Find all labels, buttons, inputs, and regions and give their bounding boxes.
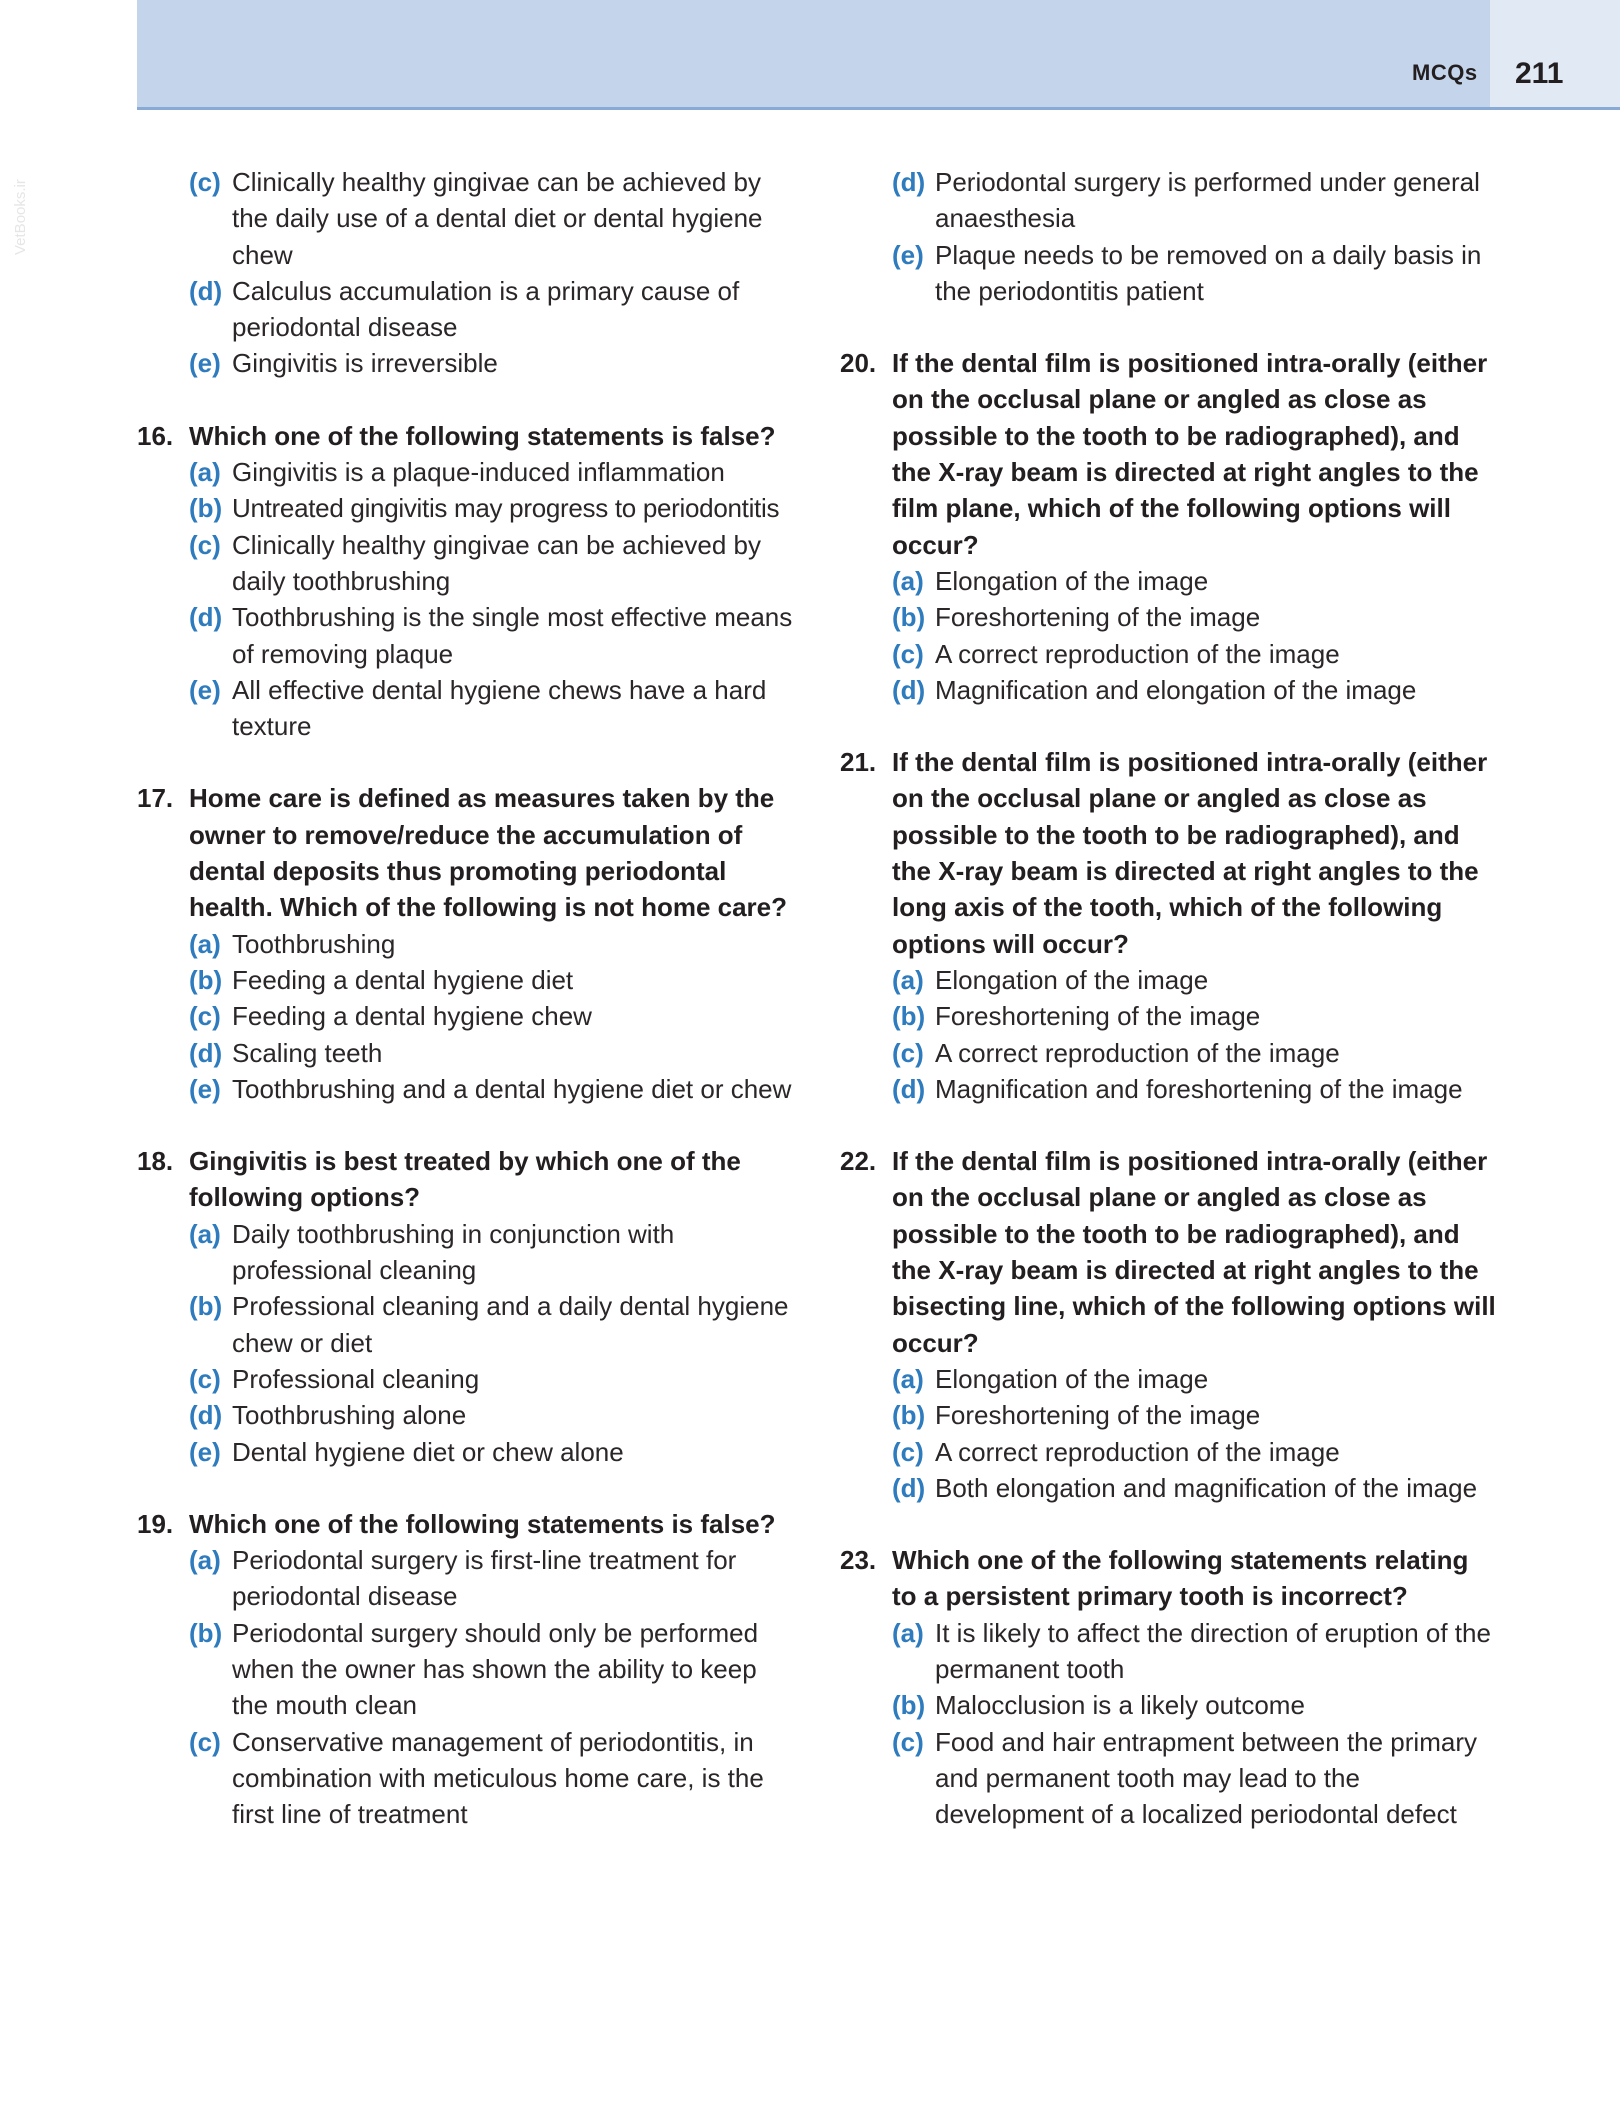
question-text: If the dental film is positioned intra-orally (either on the occlusal plane or angled as close as possible to the tooth to be radiographed), and the X-ray beam is directed at right angles to the bisecting line, which of the following options will occur? xyxy=(892,1146,1496,1358)
question-number: 21. xyxy=(840,747,877,778)
question-18 xyxy=(137,1143,797,1470)
option xyxy=(892,1434,1500,1470)
option xyxy=(189,1216,797,1289)
option-text: Both elongation and magnification of the image xyxy=(935,1472,1478,1503)
option-letter: (c) xyxy=(892,1436,924,1467)
option xyxy=(189,1542,797,1615)
page-number: 211 xyxy=(1515,57,1564,90)
option-letter: (d) xyxy=(892,674,926,705)
option-letter: (c) xyxy=(189,167,221,197)
option-text: Periodontal surgery is performed under general anaesthesia xyxy=(935,167,1480,234)
option-text: Periodontal surgery is first-line treatment for periodontal disease xyxy=(232,1545,737,1612)
option-letter: (c) xyxy=(892,1037,924,1068)
option xyxy=(892,1687,1500,1723)
option-text: Elongation of the image xyxy=(935,964,1209,995)
option-text: Feeding a dental hygiene chew xyxy=(232,1001,592,1032)
question-number: 20. xyxy=(840,348,877,379)
option-text: Professional cleaning xyxy=(232,1363,480,1394)
option-letter: (b) xyxy=(189,1291,223,1322)
option-text: A correct reproduction of the image xyxy=(935,638,1340,669)
option-text: Periodontal surgery should only be performed when the owner has shown the ability to keep the mouth clean xyxy=(232,1617,759,1721)
question-text: Gingivitis is best treated by which one of the following options? xyxy=(189,1146,741,1213)
option-text: Scaling teeth xyxy=(232,1037,383,1068)
option-letter: (a) xyxy=(892,565,924,596)
option xyxy=(189,1397,797,1433)
option xyxy=(892,636,1500,672)
option-letter: (d) xyxy=(892,167,926,197)
option-letter: (a) xyxy=(892,964,924,995)
question-number: 18. xyxy=(137,1146,174,1177)
option-text: Elongation of the image xyxy=(935,1363,1209,1394)
option-letter: (a) xyxy=(892,1617,924,1648)
option-letter: (d) xyxy=(892,1073,926,1104)
option-text: Toothbrushing alone xyxy=(232,1400,467,1431)
option-letter: (a) xyxy=(189,1218,221,1249)
question-22 xyxy=(840,1143,1500,1506)
option-text: Magnification and elongation of the image xyxy=(935,674,1417,705)
option-letter: (a) xyxy=(189,457,221,488)
option xyxy=(189,1434,797,1470)
option-letter: (c) xyxy=(189,1001,221,1032)
option-letter: (b) xyxy=(189,493,223,524)
header-corner xyxy=(1490,0,1620,110)
option-text: Elongation of the image xyxy=(935,565,1209,596)
option xyxy=(189,1615,797,1724)
option xyxy=(892,998,1500,1034)
running-head-section: MCQs xyxy=(1412,60,1478,85)
option-letter: (d) xyxy=(189,1037,223,1068)
option-text: Malocclusion is a likely outcome xyxy=(935,1690,1305,1721)
option-text: Clinically healthy gingivae can be achieved by the daily use of a dental diet or dental hygiene chew xyxy=(232,167,763,270)
option xyxy=(892,1361,1500,1397)
option-letter: (b) xyxy=(892,602,926,633)
option-letter: (a) xyxy=(189,928,221,959)
header-band xyxy=(137,0,1490,110)
option-text: A correct reproduction of the image xyxy=(935,1436,1340,1467)
option-text: Foreshortening of the image xyxy=(935,602,1261,633)
left-column xyxy=(137,164,797,1832)
option-letter: (a) xyxy=(892,1363,924,1394)
option-text: Toothbrushing and a dental hygiene diet or chew xyxy=(232,1073,792,1104)
option-text: Daily toothbrushing in conjunction with professional cleaning xyxy=(232,1218,675,1286)
question-21 xyxy=(840,744,1500,1107)
option xyxy=(189,454,797,490)
option-text: Magnification and foreshortening of the image xyxy=(935,1073,1463,1104)
option-letter: (a) xyxy=(189,1545,221,1576)
option-text: Untreated gingivitis may progress to periodontitis xyxy=(232,493,780,524)
option-letter: (d) xyxy=(189,1400,223,1431)
option-letter: (e) xyxy=(189,1436,221,1467)
question-20 xyxy=(840,345,1500,708)
option-text: Clinically healthy gingivae can be achieved by daily toothbrushing xyxy=(232,529,761,596)
option-letter: (e) xyxy=(189,348,221,379)
option-letter: (c) xyxy=(892,1726,924,1757)
option-text: Toothbrushing xyxy=(232,928,396,959)
question-23 xyxy=(840,1542,1500,1832)
option-letter: (c) xyxy=(892,638,924,669)
option xyxy=(189,1288,797,1361)
option xyxy=(892,672,1500,708)
question-number: 22. xyxy=(840,1146,877,1177)
option-letter: (e) xyxy=(189,1073,221,1104)
option-text: Professional cleaning and a daily dental hygiene chew or diet xyxy=(232,1291,789,1358)
question-text: Which one of the following statements is false? xyxy=(189,1508,776,1539)
option xyxy=(892,962,1500,998)
option-letter: (c) xyxy=(189,1726,221,1757)
option-text: It is likely to affect the direction of eruption of the permanent tooth xyxy=(935,1617,1491,1684)
option xyxy=(189,1361,797,1397)
option xyxy=(189,527,797,600)
option xyxy=(189,273,797,346)
option-text: All effective dental hygiene chews have a hard texture xyxy=(232,674,767,742)
option xyxy=(189,962,797,998)
option xyxy=(189,1035,797,1071)
question-number: 17. xyxy=(137,783,174,814)
option-letter: (d) xyxy=(892,1472,926,1503)
option-text: A correct reproduction of the image xyxy=(935,1037,1340,1068)
option-letter: (b) xyxy=(892,1690,926,1721)
continued-question xyxy=(137,164,797,382)
question-text: If the dental film is positioned intra-orally (either on the occlusal plane or angled as close as possible to the tooth to be radiographed), and the X-ray beam is directed at right angles to the long axis of the tooth, which of the following options will occur? xyxy=(892,747,1488,959)
option xyxy=(892,599,1500,635)
option xyxy=(189,1071,797,1107)
option-letter: (d) xyxy=(189,602,223,633)
option xyxy=(189,672,797,745)
option xyxy=(189,490,797,526)
option-text: Foreshortening of the image xyxy=(935,1400,1261,1431)
question-19 xyxy=(137,1506,797,1833)
question-number: 16. xyxy=(137,420,174,451)
option-letter: (b) xyxy=(189,964,223,995)
question-text: Which one of the following statements is false? xyxy=(189,420,776,451)
question-17 xyxy=(137,780,797,1107)
option xyxy=(189,599,797,672)
option-text: Foreshortening of the image xyxy=(935,1001,1261,1032)
question-text: If the dental film is positioned intra-orally (either on the occlusal plane or angled as close as possible to the tooth to be radiographed), and the X-ray beam is directed at right angles to the film plane, which of the following options will occur? xyxy=(892,348,1488,560)
watermark: VetBooks.ir xyxy=(12,179,29,255)
option-text: Food and hair entrapment between the primary and permanent tooth may lead to the development of a localized periodontal defect xyxy=(935,1726,1477,1830)
option-text: Feeding a dental hygiene diet xyxy=(232,964,574,995)
option-text: Toothbrushing is the single most effective means of removing plaque xyxy=(232,602,793,669)
option-letter: (e) xyxy=(892,239,924,270)
option xyxy=(892,1615,1500,1688)
option xyxy=(189,926,797,962)
right-column xyxy=(840,164,1500,1832)
option-text: Plaque needs to be removed on a daily basis in the periodontitis patient xyxy=(935,239,1482,306)
question-text: Which one of the following statements relating to a persistent primary tooth is incorrect? xyxy=(892,1545,1469,1612)
option-letter: (d) xyxy=(189,275,223,306)
option-letter: (e) xyxy=(189,674,221,705)
option-text: Gingivitis is irreversible xyxy=(232,348,498,379)
option xyxy=(892,237,1500,310)
option-letter: (b) xyxy=(189,1617,223,1648)
option-letter: (b) xyxy=(892,1001,926,1032)
option xyxy=(189,345,797,381)
option xyxy=(892,1724,1500,1833)
question-16 xyxy=(137,418,797,745)
question-text: Home care is defined as measures taken by the owner to remove/reduce the accumulation of dental deposits thus promoting periodontal health. Which of the following is not home care? xyxy=(189,783,788,923)
option xyxy=(892,1035,1500,1071)
option xyxy=(189,998,797,1034)
option xyxy=(189,1724,797,1833)
question-number: 23. xyxy=(840,1545,877,1576)
option xyxy=(892,164,1500,237)
continued-question xyxy=(840,164,1500,309)
option-text: Calculus accumulation is a primary cause of periodontal disease xyxy=(232,275,740,343)
option xyxy=(189,164,797,273)
option xyxy=(892,1397,1500,1433)
option-text: Gingivitis is a plaque-induced inflammation xyxy=(232,457,725,488)
option-text: Dental hygiene diet or chew alone xyxy=(232,1436,624,1467)
question-number: 19. xyxy=(137,1508,174,1539)
option xyxy=(892,563,1500,599)
option-letter: (c) xyxy=(189,1363,221,1394)
option-text: Conservative management of periodontitis, in combination with meticulous home care, is the first line of treatment xyxy=(232,1726,764,1830)
option-letter: (c) xyxy=(189,529,221,560)
option-letter: (b) xyxy=(892,1400,926,1431)
option xyxy=(892,1470,1500,1506)
option xyxy=(892,1071,1500,1107)
